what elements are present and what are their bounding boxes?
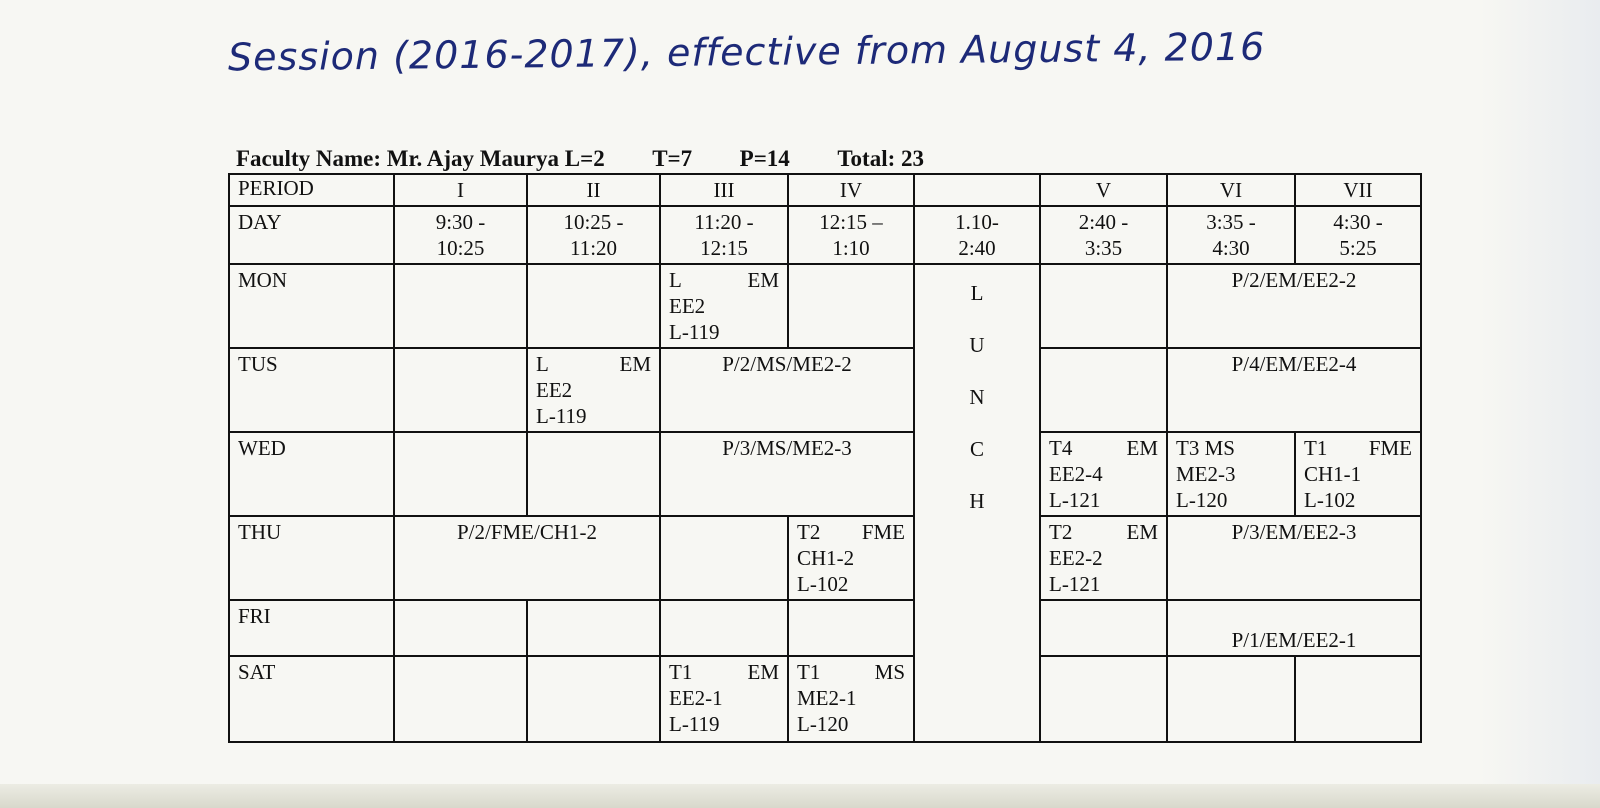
day-row-wed (229, 432, 1421, 516)
slot-wed-ii (527, 432, 660, 516)
day-tus: TUS (229, 348, 394, 432)
time-iii: 11:20 - 12:15 (660, 206, 788, 264)
time-vii: 4:30 - 5:25 (1295, 206, 1421, 264)
day-fri: FRI (229, 600, 394, 656)
faculty-summary (236, 146, 924, 172)
faculty-name: Faculty Name: Mr. Ajay Maurya L=2 (236, 146, 605, 171)
period-i: I (394, 174, 527, 206)
time-ii: 10:25 - 11:20 (527, 206, 660, 264)
slot-mon-i (394, 264, 527, 348)
slot-tus-ii: L EM EE2 L-119 (527, 348, 660, 432)
period-lunch (914, 174, 1040, 206)
page-shadow (1480, 0, 1600, 808)
practical-count: P=14 (739, 146, 790, 171)
slot-tus-vi-vii: P/4/EM/EE2-4 (1167, 348, 1421, 432)
day-sat: SAT (229, 656, 394, 742)
slot-mon-ii (527, 264, 660, 348)
slot-fri-iv (788, 600, 914, 656)
period-vi: VI (1167, 174, 1295, 206)
day-row-fri (229, 600, 1421, 656)
slot-sat-i (394, 656, 527, 742)
slot-fri-v (1040, 600, 1167, 656)
slot-sat-iv: T1 MS ME2-1 L-120 (788, 656, 914, 742)
slot-sat-ii (527, 656, 660, 742)
slot-mon-iv (788, 264, 914, 348)
period-iv: IV (788, 174, 914, 206)
slot-wed-vi: T3 MS ME2-3 L-120 (1167, 432, 1295, 516)
day-row-mon (229, 264, 1421, 348)
slot-mon-iii: L EM EE2 L-119 (660, 264, 788, 348)
slot-mon-vi-vii: P/2/EM/EE2-2 (1167, 264, 1421, 348)
slot-thu-v: T2 EM EE2-2 L-121 (1040, 516, 1167, 600)
day-mon: MON (229, 264, 394, 348)
slot-thu-iv: T2 FME CH1-2 L-102 (788, 516, 914, 600)
period-label: PERIOD (229, 174, 394, 206)
lunch-column: L U N C H (914, 264, 1040, 742)
paper-edge (0, 784, 1600, 808)
slot-fri-iii (660, 600, 788, 656)
time-iv: 12:15 – 1:10 (788, 206, 914, 264)
slot-wed-iii-iv: P/3/MS/ME2-3 (660, 432, 914, 516)
slot-fri-ii (527, 600, 660, 656)
timetable (228, 173, 1422, 743)
slot-tus-i (394, 348, 527, 432)
slot-fri-vi-vii: P/1/EM/EE2-1 (1167, 600, 1421, 656)
day-row-thu (229, 516, 1421, 600)
slot-tus-iii-iv: P/2/MS/ME2-2 (660, 348, 914, 432)
slot-sat-vii (1295, 656, 1421, 742)
slot-thu-vi-vii: P/3/EM/EE2-3 (1167, 516, 1421, 600)
time-row (229, 206, 1421, 264)
total-count: Total: 23 (837, 146, 925, 171)
time-lunch: 1.10- 2:40 (914, 206, 1040, 264)
day-wed: WED (229, 432, 394, 516)
slot-fri-i (394, 600, 527, 656)
period-row (229, 174, 1421, 206)
handwritten-session-note: Session (2016-2017), effective from August 4, 2016 (227, 24, 1266, 80)
slot-tus-v (1040, 348, 1167, 432)
period-iii: III (660, 174, 788, 206)
slot-thu-iii (660, 516, 788, 600)
period-vii: VII (1295, 174, 1421, 206)
time-vi: 3:35 - 4:30 (1167, 206, 1295, 264)
slot-wed-v: T4 EM EE2-4 L-121 (1040, 432, 1167, 516)
slot-wed-i (394, 432, 527, 516)
period-v: V (1040, 174, 1167, 206)
day-row-tus (229, 348, 1421, 432)
day-row-sat (229, 656, 1421, 742)
time-i: 9:30 - 10:25 (394, 206, 527, 264)
slot-mon-v (1040, 264, 1167, 348)
day-thu: THU (229, 516, 394, 600)
tutorial-count: T=7 (652, 146, 693, 171)
slot-sat-iii: T1 EM EE2-1 L-119 (660, 656, 788, 742)
slot-sat-vi (1167, 656, 1295, 742)
time-v: 2:40 - 3:35 (1040, 206, 1167, 264)
slot-thu-i-ii: P/2/FME/CH1-2 (394, 516, 660, 600)
slot-sat-v (1040, 656, 1167, 742)
slot-wed-vii: T1 FME CH1-1 L-102 (1295, 432, 1421, 516)
period-ii: II (527, 174, 660, 206)
day-label: DAY (229, 206, 394, 264)
